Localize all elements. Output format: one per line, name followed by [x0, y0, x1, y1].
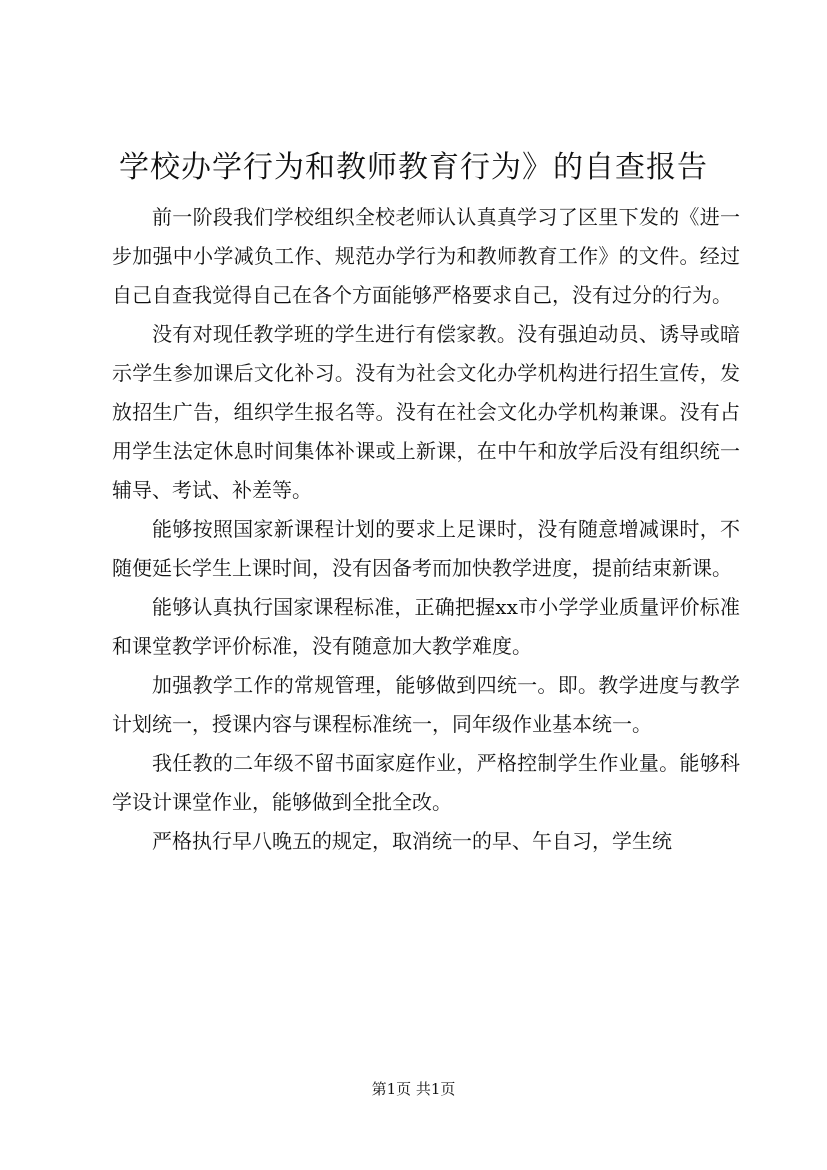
- paragraph-2: 没有对现任教学班的学生进行有偿家教。没有强迫动员、诱导或暗示学生参加课后文化补习。没有为社会文化办学机构进行招生宣传，发放招生广告，组织学生报名等。没有在社会文化办学机构兼课。没有占用学生法定休息时间集体补课或上新课，在中午和放学后没有组织统一辅导、考试、补差等。: [112, 322, 740, 502]
- paragraph-1: 前一阶段我们学校组织全校老师认认真真学习了区里下发的《进一步加强中小学减负工作、规范办学行为和教师教育工作》的文件。经过自己自查我觉得自己在各个方面能够严格要求自己，没有过分的行为。: [112, 205, 740, 307]
- paragraph-7: 严格执行早八晚五的规定，取消统一的早、午自习，学生统: [152, 829, 672, 853]
- paragraph-6: 我任教的二年级不留书面家庭作业，严格控制学生作业量。能够科学设计课堂作业，能够做到全批全改。: [112, 751, 740, 814]
- page-footer: 第1页 共1页: [371, 1080, 456, 1098]
- paragraph-3: 能够按照国家新课程计划的要求上足课时，没有随意增减课时，不随便延长学生上课时间，没有因备考而加快教学进度，提前结束新课。: [112, 517, 740, 580]
- document-title: 学校办学行为和教师教育行为》的自查报告: [119, 150, 708, 185]
- paragraph-5: 加强教学工作的常规管理，能够做到四统一。即。教学进度与教学计划统一，授课内容与课程标准统一，同年级作业基本统一。: [112, 673, 740, 736]
- document-body: [112, 198, 740, 861]
- paragraph-4: 能够认真执行国家课程标准，正确把握xx市小学学业质量评价标准和课堂教学评价标准，没有随意加大教学难度。: [112, 595, 740, 658]
